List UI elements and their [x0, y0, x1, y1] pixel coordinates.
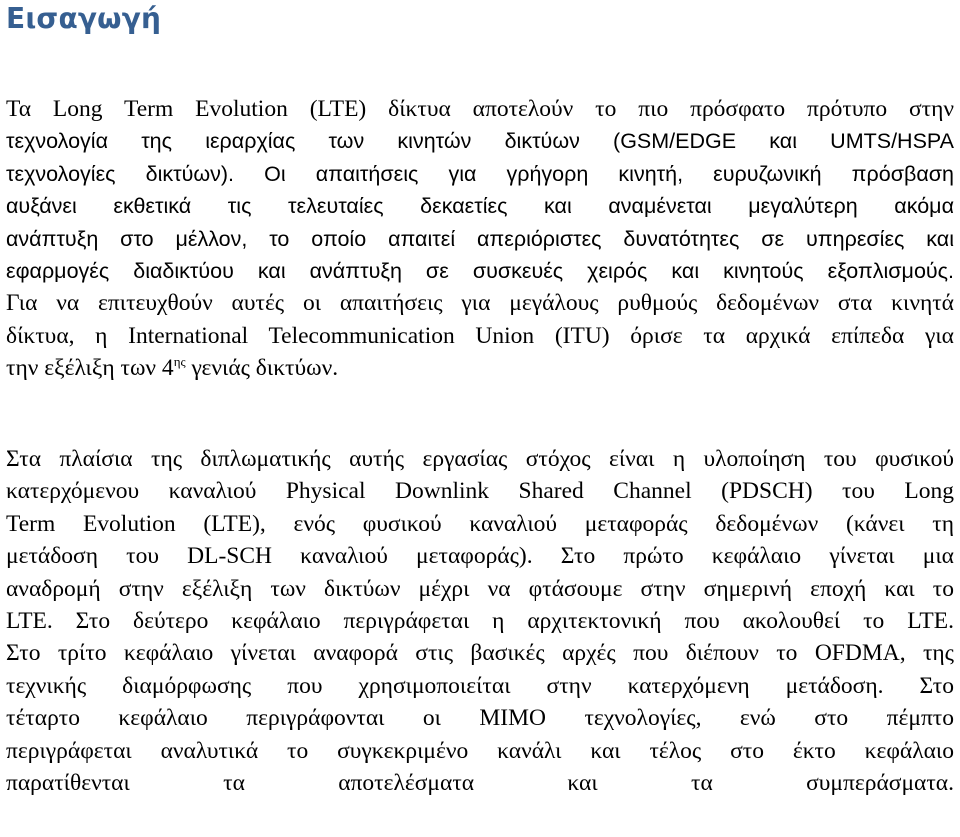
paragraph-line: Στο τρίτο κεφάλαιο γίνεται αναφορά στις βασικές αρχές που διέπουν το OFDMA, της	[6, 640, 954, 667]
line-text: γενιάς δικτύων.	[185, 355, 339, 382]
intro-paragraph-2	[6, 443, 954, 799]
paragraph-line: Τα Long Term Evolution (LTE) δίκτυα αποτελούν το πιο πρόσφατο πρότυπο στην	[6, 96, 954, 122]
paragraph-line: αυξάνει εκθετικά τις τελευταίες δεκαετίες και αναμένεται μεγαλύτερη ακόμα	[6, 194, 954, 219]
intro-paragraph-1	[6, 93, 954, 385]
paragraph-line: δίκτυα, η International Telecommunication Union (ITU) όρισε τα αρχικά επίπεδα για	[6, 322, 954, 349]
paragraph-line: αναδρομή στην εξέλιξη των δικτύων μέχρι να φτάσουμε στην σημερινή εποχή και το	[6, 575, 954, 602]
paragraph-line: τεχνολογίες δικτύων). Οι απαιτήσεις για γρήγορη κινητή, ευρυζωνική πρόσβαση	[6, 161, 954, 186]
paragraph-line: Term Evolution (LTE), ενός φυσικού καναλιού μεταφοράς δεδομένων (κάνει τη	[6, 510, 954, 537]
paragraph-line: τέταρτο κεφάλαιο περιγράφονται οι MIMO τεχνολογίες, ενώ στο πέμπτο	[6, 705, 954, 732]
paragraph-line: εφαρμογές διαδικτύου και ανάπτυξη σε συσκευές χειρός και κινητούς εξοπλισμούς.	[6, 259, 954, 284]
paragraph-line: τεχνολογία της ιεραρχίας των κινητών δικτύων (GSM/EDGE και UMTS/HSPA	[6, 129, 954, 154]
paragraph-line: παρατίθενται τα αποτελέσματα και τα συμπεράσματα.	[6, 770, 954, 797]
paragraph-line: κατερχόμενου καναλιού Physical Downlink Shared Channel (PDSCH) του Long	[6, 478, 954, 505]
section-heading: Εισαγωγή	[6, 2, 162, 35]
paragraph-line: μετάδοση του DL-SCH καναλιού μεταφοράς). Στο πρώτο κεφάλαιο γίνεται μια	[6, 543, 954, 570]
paragraph-line: περιγράφεται αναλυτικά το συγκεκριμένο κανάλι και τέλος στο έκτο κεφάλαιο	[6, 737, 954, 764]
paragraph-line: Για να επιτευχθούν αυτές οι απαιτήσεις για μεγάλους ρυθμούς δεδομένων στα κινητά	[6, 290, 954, 317]
line-text: την εξέλιξη των 4	[6, 355, 174, 382]
paragraph-line: ανάπτυξη στο μέλλον, το οποίο απαιτεί απεριόριστες δυνατότητες σε υπηρεσίες και	[6, 226, 954, 251]
paragraph-line: τεχνικής διαμόρφωσης που χρησιμοποιείται στην κατερχόμενη μετάδοση. Στο	[6, 672, 954, 699]
paragraph-line: LTE. Στο δεύτερο κεφάλαιο περιγράφεται η αρχιτεκτονική που ακολουθεί το LTE.	[6, 608, 954, 635]
paragraph-line: Στα πλαίσια της διπλωματικής αυτής εργασίας στόχος είναι η υλοποίηση του φυσικού	[6, 446, 954, 472]
paragraph-line	[6, 352, 954, 384]
ordinal-suffix: ης	[173, 354, 186, 370]
